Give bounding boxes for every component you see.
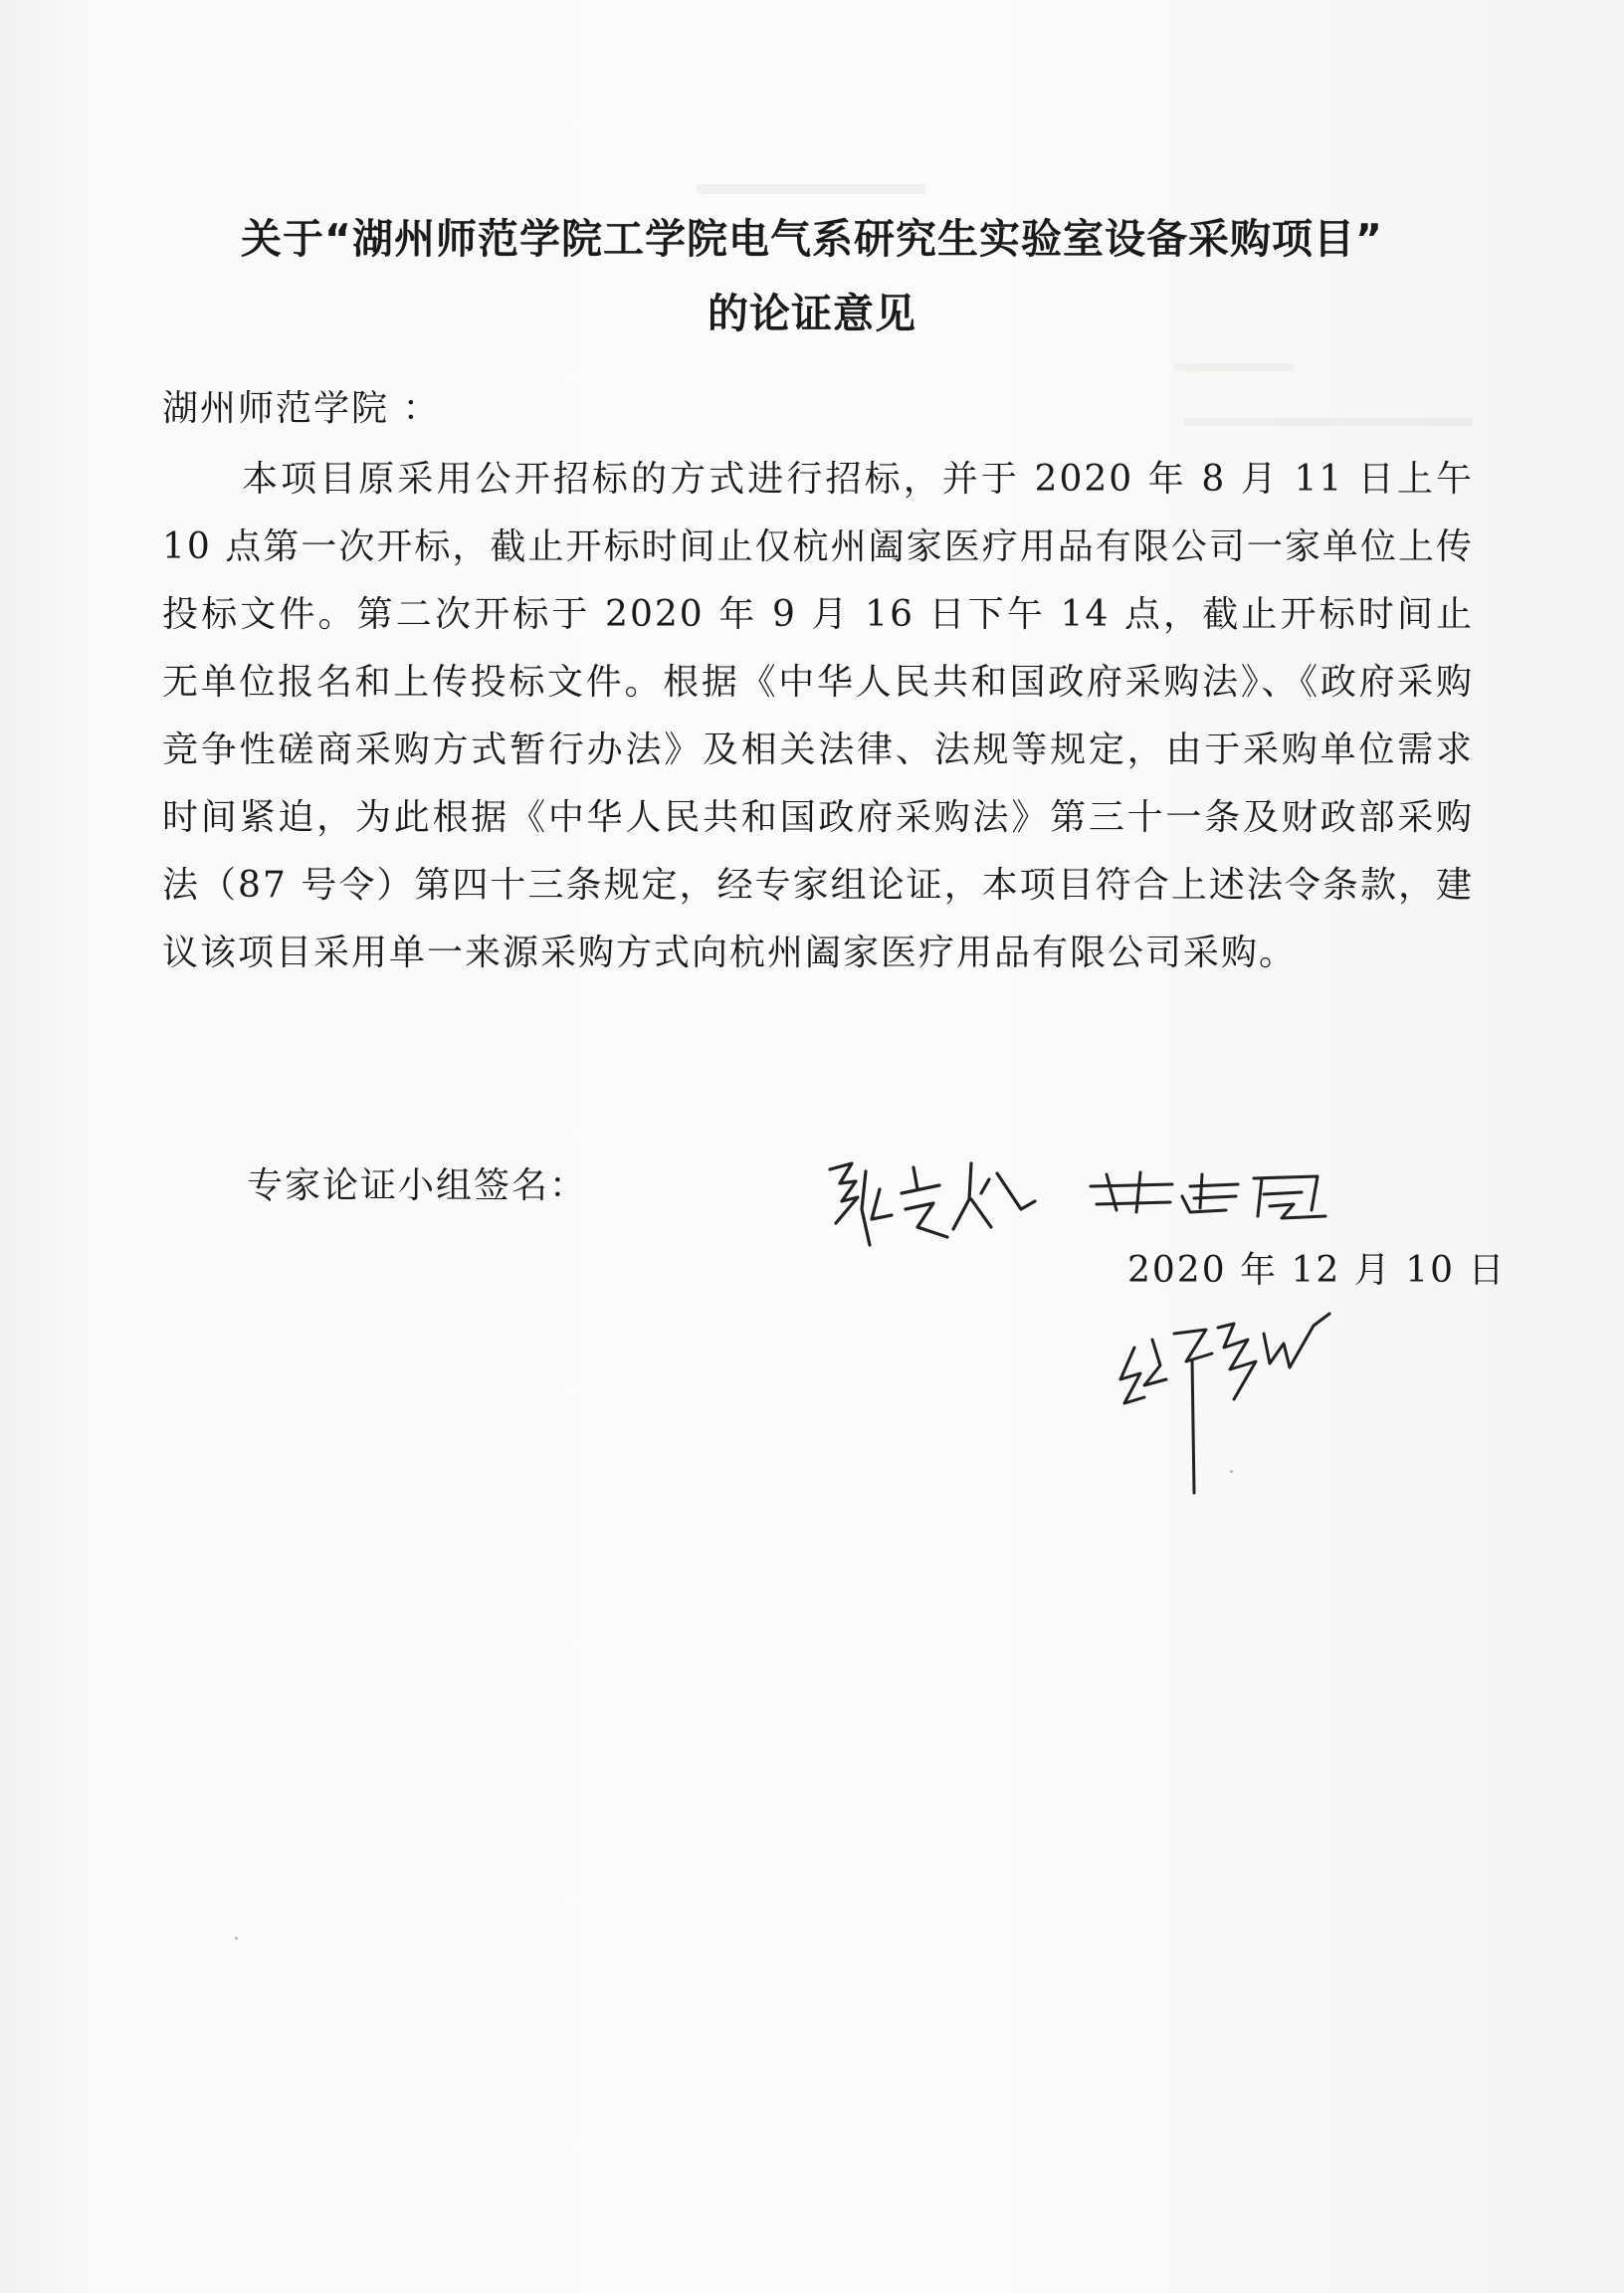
handwritten-signature <box>1087 1164 1365 1234</box>
bleed-through-mark <box>1174 363 1294 371</box>
signature-label: 专家论证小组签名： <box>247 1165 588 1206</box>
salutation: 湖州师范学院 ： <box>162 388 441 429</box>
handwritten-signature <box>822 1149 1061 1259</box>
bleed-through-mark <box>1184 418 1473 426</box>
paper-speck <box>235 1937 238 1940</box>
paper-speck <box>1230 1470 1233 1473</box>
document-title-line-2: 的论证意见 <box>708 290 916 337</box>
body-paragraph: 本项目原采用公开招标的方式进行招标，并于 2020 年 8 月 11 日上午 10 点第一次开标，截止开标时间止仅杭州阖家医疗用品有限公司一家单位上传投标文件。第二次开标于 2020 年 9 月 16 日下午 14 点，截止开标时间止无单位报名和上传投标文件。根据《中华人民共和国政府采购法》、《政府采购竞争性磋商采购方式暂行办法》及相关法律、法规等规定，由于采购单位需求时间紧迫，为此根据《中华人民共和国政府采购法》第三十一条及财政部采购法（87 号令）第四十三条规定，经专家组论证，本项目符合上述法令条款，建议该项目采用单一来源采购方式向杭州阖家医疗用品有限公司采购。 <box>162 459 1474 973</box>
document-title-line-1: 关于“湖州师范学院工学院电气系研究生实验室设备采购项目” <box>241 215 1383 263</box>
document-date: 2020 年 12 月 10 日 <box>1127 1250 1507 1291</box>
handwritten-signature <box>1115 1304 1363 1503</box>
bleed-through-mark <box>697 184 925 194</box>
